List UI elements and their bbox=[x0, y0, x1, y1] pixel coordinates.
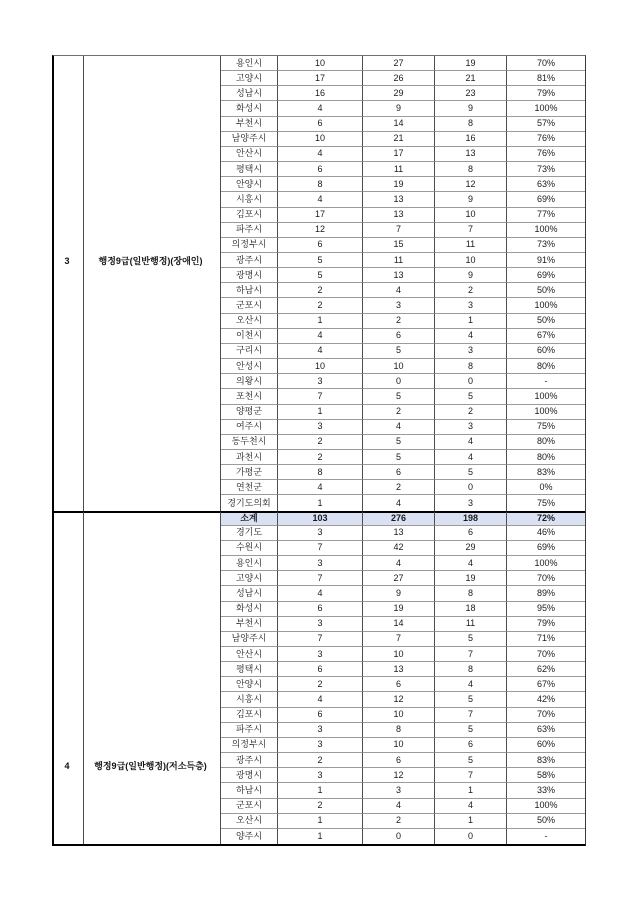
city-cell: 의정부시 bbox=[221, 738, 278, 753]
value-cell-2: 17 bbox=[363, 147, 435, 162]
city-cell: 의왕시 bbox=[221, 374, 278, 389]
pct-cell: 100% bbox=[507, 799, 585, 814]
value-cell-3: 9 bbox=[435, 101, 507, 116]
value-cell-3: 29 bbox=[435, 541, 507, 556]
value-cell-3: 19 bbox=[435, 571, 507, 586]
pct-cell: 83% bbox=[507, 753, 585, 768]
city-cell: 성남시 bbox=[221, 586, 278, 601]
value-cell-1: 4 bbox=[278, 586, 363, 601]
value-cell-2: 19 bbox=[363, 177, 435, 192]
value-cell-2: 4 bbox=[363, 495, 435, 510]
city-cell: 이천시 bbox=[221, 329, 278, 344]
city-cell: 여주시 bbox=[221, 420, 278, 435]
pct-cell: 70% bbox=[507, 708, 585, 723]
value-cell-3: 1 bbox=[435, 814, 507, 829]
value-cell-1: 3 bbox=[278, 723, 363, 738]
city-cell: 화성시 bbox=[221, 602, 278, 617]
section-3-number: 3 bbox=[64, 256, 70, 266]
value-cell-1: 3 bbox=[278, 374, 363, 389]
value-cell-1: 1 bbox=[278, 814, 363, 829]
table-grid bbox=[52, 55, 586, 846]
value-cell-2: 5 bbox=[363, 450, 435, 465]
section-number-cell bbox=[54, 56, 84, 511]
pct-cell: 100% bbox=[507, 556, 585, 571]
city-cell: 김포시 bbox=[221, 708, 278, 723]
pct-cell: 80% bbox=[507, 359, 585, 374]
value-cell-2: 9 bbox=[363, 586, 435, 601]
value-cell-2: 11 bbox=[363, 253, 435, 268]
value-cell-2: 7 bbox=[363, 223, 435, 238]
value-cell-1: 2 bbox=[278, 435, 363, 450]
pct-cell: 73% bbox=[507, 162, 585, 177]
city-cell: 광명시 bbox=[221, 768, 278, 783]
value-cell-2: 4 bbox=[363, 799, 435, 814]
pct-cell: 75% bbox=[536, 497, 555, 508]
city-cell: 하남시 bbox=[221, 783, 278, 798]
value-cell-3: 7 bbox=[435, 768, 507, 783]
pct-cell: 69% bbox=[507, 541, 585, 556]
section-number-cell bbox=[54, 511, 84, 844]
city-cell: 김포시 bbox=[221, 208, 278, 223]
value-cell-3: 3 bbox=[435, 298, 507, 313]
value-cell-1: 3 bbox=[278, 526, 363, 541]
city-cell: 시흥시 bbox=[221, 692, 278, 707]
value-cell-1: 1 bbox=[278, 783, 363, 798]
pct-cell: 60% bbox=[507, 344, 585, 359]
value-cell-2: 13 bbox=[363, 268, 435, 283]
value-cell-2: 27 bbox=[363, 56, 435, 71]
value-cell-1: 7 bbox=[278, 541, 363, 556]
value-cell-1: 2 bbox=[278, 450, 363, 465]
value-cell-1: 1 bbox=[278, 314, 363, 329]
value-cell-2: 13 bbox=[363, 526, 435, 541]
value-cell-3: 6 bbox=[435, 738, 507, 753]
section-4-number: 4 bbox=[64, 761, 70, 771]
value-cell-2: 10 bbox=[363, 738, 435, 753]
city-cell: 파주시 bbox=[221, 223, 278, 238]
value-cell-1: 4 bbox=[278, 147, 363, 162]
city-cell: 평택시 bbox=[221, 662, 278, 677]
subtotal-city-cell: 소계 bbox=[221, 511, 278, 526]
value-cell-2: 7 bbox=[363, 632, 435, 647]
value-cell-1: 17 bbox=[278, 71, 363, 86]
city-cell: 가평군 bbox=[221, 465, 278, 480]
pct-cell: 57% bbox=[507, 117, 585, 132]
value-cell-3: 0 bbox=[435, 374, 507, 389]
value-cell-2: 21 bbox=[363, 132, 435, 147]
value-cell-3: 8 bbox=[435, 662, 507, 677]
value-cell-1: 10 bbox=[278, 132, 363, 147]
value-cell-3: 10 bbox=[435, 208, 507, 223]
value-cell-2: 10 bbox=[363, 647, 435, 662]
city-cell: 광명시 bbox=[221, 268, 278, 283]
pct-cell: 50% bbox=[507, 314, 585, 329]
value-cell-2: 29 bbox=[363, 86, 435, 101]
city-cell: 남양주시 bbox=[221, 132, 278, 147]
value-cell-1: 5 bbox=[278, 253, 363, 268]
pct-cell: 100% bbox=[507, 389, 585, 404]
city-cell: 동두천시 bbox=[221, 435, 278, 450]
city-cell: 부천시 bbox=[221, 117, 278, 132]
value-cell-1: 6 bbox=[278, 238, 363, 253]
pct-cell: 71% bbox=[507, 632, 585, 647]
pct-cell: 76% bbox=[507, 147, 585, 162]
value-cell-3: 18 bbox=[435, 602, 507, 617]
pct-cell: 67% bbox=[507, 677, 585, 692]
pct-cell: 50% bbox=[507, 814, 585, 829]
value-cell-3: 19 bbox=[435, 56, 507, 71]
section-category-cell bbox=[84, 511, 221, 844]
value-cell-2: 0 bbox=[363, 829, 435, 844]
value-cell-2: 26 bbox=[363, 71, 435, 86]
value-cell-1: 3 bbox=[278, 647, 363, 662]
pct-cell: 91% bbox=[507, 253, 585, 268]
value-cell-3: 8 bbox=[435, 359, 507, 374]
value-cell-3: 5 bbox=[435, 692, 507, 707]
city-cell: 군포시 bbox=[221, 799, 278, 814]
value-cell-1: 3 bbox=[278, 738, 363, 753]
value-cell-1: 5 bbox=[278, 268, 363, 283]
pct-cell: 79% bbox=[507, 86, 585, 101]
value-cell-2: 42 bbox=[363, 541, 435, 556]
value-cell-3: 5 bbox=[435, 753, 507, 768]
value-cell-2: 10 bbox=[363, 708, 435, 723]
city-cell: 안성시 bbox=[221, 359, 278, 374]
value-cell-1: 6 bbox=[278, 662, 363, 677]
city-cell: 안양시 bbox=[221, 177, 278, 192]
value-cell-1: 8 bbox=[278, 177, 363, 192]
city-cell: 평택시 bbox=[221, 162, 278, 177]
value-cell-1: 4 bbox=[278, 692, 363, 707]
value-cell-1: 3 bbox=[278, 768, 363, 783]
city-cell: 안양시 bbox=[221, 677, 278, 692]
value-cell-3: 3 bbox=[435, 420, 507, 435]
value-cell-1: 4 bbox=[278, 192, 363, 207]
pct-cell: 79% bbox=[507, 617, 585, 632]
value-cell-2: 6 bbox=[363, 465, 435, 480]
pct-cell: 62% bbox=[507, 662, 585, 677]
pct-cell: 89% bbox=[507, 586, 585, 601]
pct-cell: 100% bbox=[507, 101, 585, 116]
value-cell-2: 12 bbox=[363, 692, 435, 707]
city-cell: 경기도의회 bbox=[221, 495, 278, 510]
value-cell-1: 6 bbox=[278, 602, 363, 617]
value-cell-1: 1 bbox=[278, 405, 363, 420]
value-cell-3: 11 bbox=[435, 617, 507, 632]
section-category-cell bbox=[84, 56, 221, 511]
city-cell: 연천군 bbox=[221, 480, 278, 495]
pct-cell: 50% bbox=[507, 283, 585, 298]
value-cell-1: 8 bbox=[278, 465, 363, 480]
city-cell: 광주시 bbox=[221, 753, 278, 768]
value-cell-3: 2 bbox=[435, 405, 507, 420]
value-cell-1: 4 bbox=[278, 344, 363, 359]
pct-cell: 95% bbox=[507, 602, 585, 617]
value-cell-2: 8 bbox=[363, 723, 435, 738]
value-cell-1: 6 bbox=[278, 117, 363, 132]
pct-cell: 42% bbox=[507, 692, 585, 707]
city-cell: 시흥시 bbox=[221, 192, 278, 207]
value-cell-2: 11 bbox=[363, 162, 435, 177]
value-cell-3: 11 bbox=[435, 238, 507, 253]
value-cell-1: 12 bbox=[278, 223, 363, 238]
city-cell: 오산시 bbox=[221, 314, 278, 329]
value-cell-1: 7 bbox=[278, 632, 363, 647]
value-cell-3: 7 bbox=[435, 223, 507, 238]
value-cell-2: 15 bbox=[363, 238, 435, 253]
pct-cell: - bbox=[507, 374, 585, 389]
value-cell-3: 5 bbox=[435, 465, 507, 480]
value-cell-3: 5 bbox=[435, 632, 507, 647]
city-cell: 안산시 bbox=[221, 147, 278, 162]
value-cell-2: 14 bbox=[363, 117, 435, 132]
pct-cell: 70% bbox=[507, 571, 585, 586]
value-cell-3: 4 bbox=[435, 329, 507, 344]
value-cell-2: 0 bbox=[363, 374, 435, 389]
value-cell-1: 10 bbox=[278, 56, 363, 71]
value-cell-2: 4 bbox=[363, 420, 435, 435]
value-cell-1: 7 bbox=[278, 571, 363, 586]
value-cell-1: 4 bbox=[278, 480, 363, 495]
city-cell: 성남시 bbox=[221, 86, 278, 101]
pct-cell: 73% bbox=[507, 238, 585, 253]
subtotal-pct-cell: 72% bbox=[507, 511, 585, 526]
value-cell-1: 6 bbox=[278, 708, 363, 723]
value-cell-1: 16 bbox=[278, 86, 363, 101]
section-3-label: 행정9급(일반행정)(장애인) bbox=[98, 256, 203, 266]
data-table bbox=[52, 55, 586, 846]
value-cell-2: 4 bbox=[363, 283, 435, 298]
value-cell-1: 3 bbox=[278, 617, 363, 632]
city-cell: 광주시 bbox=[221, 253, 278, 268]
pct-cell: - bbox=[544, 830, 548, 841]
value-cell-2: 10 bbox=[363, 359, 435, 374]
value-cell-2: 9 bbox=[363, 101, 435, 116]
pct-cell: 63% bbox=[507, 723, 585, 738]
value-cell-1: 2 bbox=[278, 799, 363, 814]
value-cell-1: 4 bbox=[278, 101, 363, 116]
value-cell-2: 2 bbox=[363, 314, 435, 329]
value-cell-1: 3 bbox=[278, 556, 363, 571]
value-cell-3: 2 bbox=[435, 283, 507, 298]
value-cell-3: 0 bbox=[435, 480, 507, 495]
pct-cell: 100% bbox=[507, 298, 585, 313]
value-cell-1: 10 bbox=[278, 359, 363, 374]
value-cell-2: 4 bbox=[363, 556, 435, 571]
pct-cell: 33% bbox=[507, 783, 585, 798]
value-cell-3: 9 bbox=[435, 268, 507, 283]
city-cell: 과천시 bbox=[221, 450, 278, 465]
value-cell-2: 3 bbox=[363, 298, 435, 313]
pct-cell: 80% bbox=[507, 450, 585, 465]
value-cell-1: 3 bbox=[278, 420, 363, 435]
pct-cell: 0% bbox=[507, 480, 585, 495]
city-cell: 용인시 bbox=[221, 556, 278, 571]
pct-cell: 69% bbox=[507, 192, 585, 207]
value-cell-1: 2 bbox=[278, 753, 363, 768]
value-cell-3: 16 bbox=[435, 132, 507, 147]
city-cell: 고양시 bbox=[221, 71, 278, 86]
value-cell-2: 5 bbox=[363, 344, 435, 359]
value-cell-2: 5 bbox=[363, 389, 435, 404]
value-cell-3: 1 bbox=[435, 314, 507, 329]
city-cell: 고양시 bbox=[221, 571, 278, 586]
pct-cell: 70% bbox=[507, 56, 585, 71]
value-cell-2: 13 bbox=[363, 192, 435, 207]
value-cell-3: 6 bbox=[435, 526, 507, 541]
value-cell-3: 5 bbox=[435, 723, 507, 738]
subtotal-value-cell-3: 198 bbox=[435, 511, 507, 526]
value-cell-3: 8 bbox=[435, 586, 507, 601]
value-cell-2: 2 bbox=[363, 480, 435, 495]
value-cell-2: 2 bbox=[363, 814, 435, 829]
city-cell: 용인시 bbox=[221, 56, 278, 71]
city-cell: 경기도 bbox=[221, 526, 278, 541]
city-cell: 수원시 bbox=[221, 541, 278, 556]
value-cell-1: 7 bbox=[278, 389, 363, 404]
pct-cell: 46% bbox=[507, 526, 585, 541]
value-cell-1: 1 bbox=[278, 495, 363, 510]
value-cell-2: 13 bbox=[363, 662, 435, 677]
value-cell-2: 5 bbox=[363, 435, 435, 450]
pct-cell: 75% bbox=[507, 420, 585, 435]
value-cell-2: 3 bbox=[363, 783, 435, 798]
value-cell-3: 4 bbox=[435, 799, 507, 814]
value-cell-1: 1 bbox=[278, 829, 363, 844]
pct-cell: 58% bbox=[507, 768, 585, 783]
value-cell-2: 6 bbox=[363, 329, 435, 344]
pct-cell: 63% bbox=[507, 177, 585, 192]
city-cell: 오산시 bbox=[221, 814, 278, 829]
value-cell-3: 21 bbox=[435, 71, 507, 86]
city-cell: 구리시 bbox=[221, 344, 278, 359]
value-cell-2: 13 bbox=[363, 208, 435, 223]
value-cell-3: 8 bbox=[435, 162, 507, 177]
value-cell-3: 7 bbox=[435, 647, 507, 662]
city-cell: 화성시 bbox=[221, 101, 278, 116]
city-cell: 부천시 bbox=[221, 617, 278, 632]
value-cell-3: 4 bbox=[435, 435, 507, 450]
city-cell: 양주시 bbox=[221, 829, 278, 844]
pct-cell: 80% bbox=[507, 435, 585, 450]
value-cell-1: 17 bbox=[278, 208, 363, 223]
value-cell-1: 2 bbox=[278, 283, 363, 298]
value-cell-1: 2 bbox=[278, 677, 363, 692]
value-cell-2: 27 bbox=[363, 571, 435, 586]
city-cell: 군포시 bbox=[221, 298, 278, 313]
value-cell-3: 0 bbox=[435, 829, 507, 844]
value-cell-3: 5 bbox=[435, 389, 507, 404]
pct-cell: 77% bbox=[507, 208, 585, 223]
pct-cell: 60% bbox=[507, 738, 585, 753]
value-cell-2: 14 bbox=[363, 617, 435, 632]
pct-cell: 70% bbox=[507, 647, 585, 662]
value-cell-3: 12 bbox=[435, 177, 507, 192]
city-cell: 하남시 bbox=[221, 283, 278, 298]
value-cell-3: 7 bbox=[435, 708, 507, 723]
pct-cell: 67% bbox=[507, 329, 585, 344]
subtotal-value-cell-2: 276 bbox=[363, 511, 435, 526]
pct-cell: 69% bbox=[507, 268, 585, 283]
value-cell-3: 4 bbox=[435, 677, 507, 692]
value-cell-3: 4 bbox=[435, 450, 507, 465]
value-cell-1: 6 bbox=[278, 162, 363, 177]
pct-cell: 100% bbox=[507, 223, 585, 238]
value-cell-3: 8 bbox=[435, 117, 507, 132]
pct-cell: 100% bbox=[507, 405, 585, 420]
value-cell-2: 19 bbox=[363, 602, 435, 617]
value-cell-3: 1 bbox=[435, 783, 507, 798]
value-cell-3: 4 bbox=[435, 556, 507, 571]
value-cell-3: 3 bbox=[435, 495, 507, 510]
pct-cell: 81% bbox=[507, 71, 585, 86]
value-cell-3: 10 bbox=[435, 253, 507, 268]
value-cell-2: 6 bbox=[363, 677, 435, 692]
city-cell: 파주시 bbox=[221, 723, 278, 738]
city-cell: 안산시 bbox=[221, 647, 278, 662]
city-cell: 양평군 bbox=[221, 405, 278, 420]
city-cell: 의정부시 bbox=[221, 238, 278, 253]
value-cell-2: 12 bbox=[363, 768, 435, 783]
pct-cell: 76% bbox=[507, 132, 585, 147]
value-cell-1: 4 bbox=[278, 329, 363, 344]
value-cell-2: 6 bbox=[363, 753, 435, 768]
subtotal-value-cell-1: 103 bbox=[278, 511, 363, 526]
value-cell-3: 3 bbox=[435, 344, 507, 359]
value-cell-3: 13 bbox=[435, 147, 507, 162]
section-4-label: 행정9급(일반행정)(저소득층) bbox=[94, 761, 207, 771]
city-cell: 남양주시 bbox=[221, 632, 278, 647]
city-cell: 포천시 bbox=[221, 389, 278, 404]
value-cell-3: 23 bbox=[435, 86, 507, 101]
value-cell-1: 2 bbox=[278, 298, 363, 313]
pct-cell: 83% bbox=[507, 465, 585, 480]
value-cell-3: 9 bbox=[435, 192, 507, 207]
value-cell-2: 2 bbox=[363, 405, 435, 420]
